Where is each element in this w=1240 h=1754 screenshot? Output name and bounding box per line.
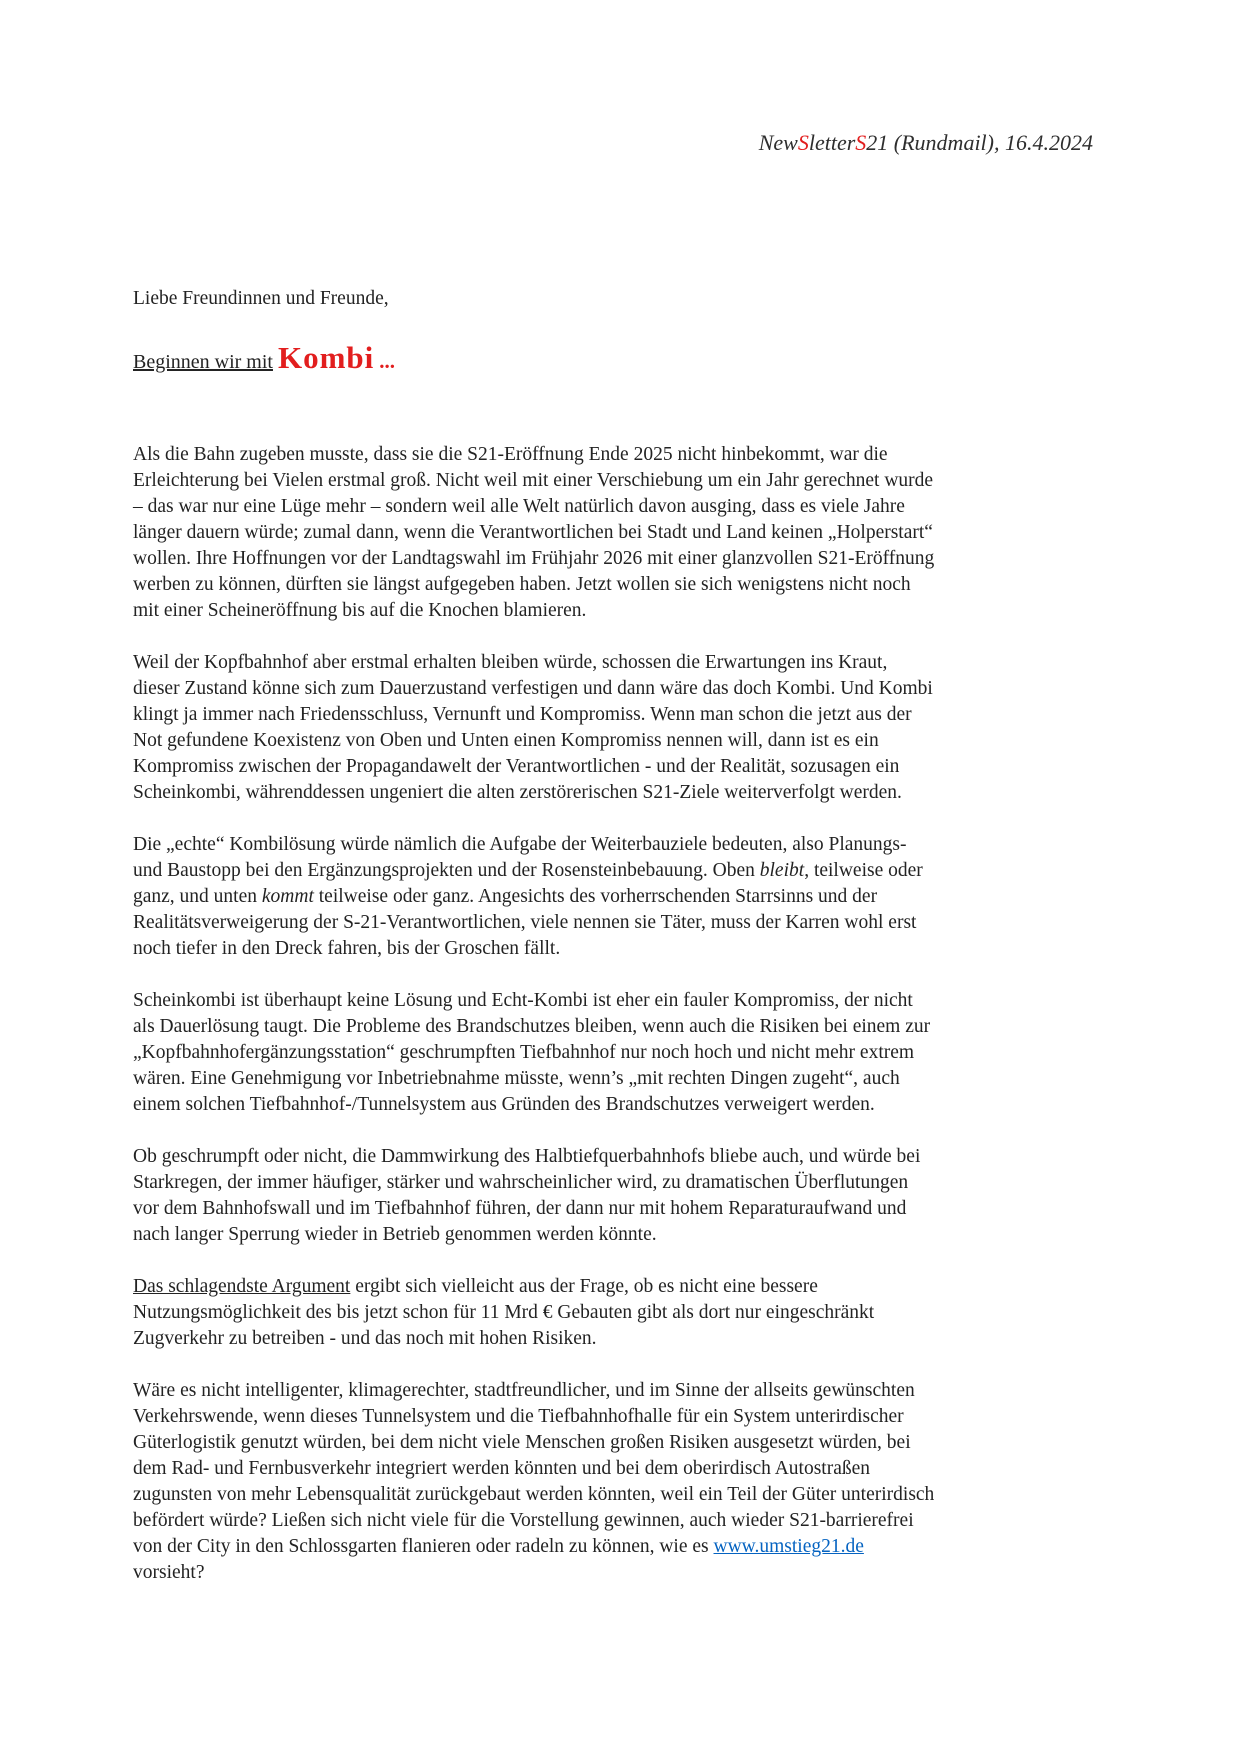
text-line [133,1092,1003,1118]
text-segment: befördert würde? Ließen sich nicht viele für die Vorstellung gewinnen, auch wieder S21-barrierefrei [133,1510,914,1531]
text-line [133,1326,1003,1352]
paragraph [133,988,1003,1118]
text-line [133,858,1003,884]
text-segment: einem solchen Tiefbahnhof-/Tunnelsystem aus Gründen des Brandschutzes verweigert werden. [133,1094,875,1115]
text-segment: von der City in den Schlossgarten flanieren oder radeln zu können, wie es [133,1536,714,1557]
kombi-highlight: Kombi [277,340,375,375]
text-line [133,520,1003,546]
text-segment: vor dem Bahnhofswall und im Tiefbahnhof führen, der dann nur mit hohem Reparaturaufwand und [133,1198,907,1219]
text-segment: und Baustopp bei den Ergänzungsprojekten und der Rosensteinbebauung. Oben [133,860,760,881]
text-line [133,832,1003,858]
text-line [133,598,1003,624]
text-line [133,780,1003,806]
text-segment: zugunsten von mehr Lebensqualität zurückgebaut werden könnten, weil ein Teil der Güter unterirdisch [133,1484,935,1505]
paragraph [133,1274,1003,1352]
text-segment: , teilweise oder [804,860,923,881]
text-segment: wären. Eine Genehmigung vor Inbetriebnahme müsste, wenn’s „mit rechten Dingen zugeht“, auch [133,1068,900,1089]
text-segment: Erleichterung bei Vielen erstmal groß. Nicht weil mit einer Verschiebung um ein Jahr gerechnet wurde [133,470,934,491]
text-line [133,1196,1003,1222]
text-line [133,676,1003,702]
text-segment: werben zu können, dürften sie längst aufgegeben haben. Jetzt wollen sie sich wenigstens nicht noch [133,574,911,595]
paragraph [133,650,1003,806]
paragraph [133,1378,1003,1586]
text-segment: dieser Zustand könne sich zum Dauerzustand verfestigen und dann wäre das doch Kombi. Und Kombi [133,678,933,699]
text-segment: Beginnen wir mit [133,351,273,373]
text-segment: Not gefundene Koexistenz von Oben und Unten einen Kompromiss nennen will, dann ist es ein [133,730,879,751]
text-segment: 21 (Rundmail), 16.4.2024 [866,130,1093,155]
text-segment: bleibt [759,860,805,881]
text-segment: Das schlagendste Argument [133,1276,351,1297]
letter-body [133,286,1003,1612]
text-segment: S [855,130,867,155]
text-line [133,468,1003,494]
text-line [133,1274,1003,1300]
text-line [133,1534,1003,1560]
text-segment: länger dauern würde; zumal dann, wenn die Verantwortlichen bei Stadt und Land keinen „Holperstart“ [133,522,933,543]
text-segment: Verkehrswende, wenn dieses Tunnelsystem und die Tiefbahnhofhalle für ein System unterirdischer [133,1406,904,1427]
text-segment: letter [808,130,856,155]
text-line [133,1430,1003,1456]
text-line [133,1456,1003,1482]
text-line [133,910,1003,936]
umstieg21-link[interactable]: www.umstieg21.de [713,1536,864,1557]
text-segment: Kompromiss zwischen der Propagandawelt der Verantwortlichen - und der Realität, sozusagen ein [133,756,900,777]
text-segment: S [797,130,809,155]
text-segment: noch tiefer in den Dreck fahren, bis der Groschen fällt. [133,938,561,959]
text-segment: kommt [261,886,314,907]
text-line [133,1300,1003,1326]
text-segment: Die „echte“ Kombilösung würde nämlich die Aufgabe der Weiterbauziele bedeuten, also Planungs- [133,834,907,855]
text-line [133,572,1003,598]
text-segment: ganz, und unten [133,886,262,907]
text-line [133,1066,1003,1092]
text-segment: ... [379,349,396,373]
text-segment: mit einer Scheineröffnung bis auf die Knochen blamieren. [133,600,587,621]
text-segment: Wäre es nicht intelligenter, klimagerechter, stadtfreundlicher, und im Sinne der allseits gewünschten [133,1380,915,1401]
text-segment: Güterlogistik genutzt würden, bei dem nicht viele Menschen großen Risiken ausgesetzt würden, bei [133,1432,911,1453]
text-line [133,754,1003,780]
text-segment: dem Rad- und Fernbusverkehr integriert werden könnten und bei dem oberirdisch Autostraßen [133,1458,871,1479]
paragraph [133,832,1003,962]
paragraph [133,1144,1003,1248]
text-line [133,702,1003,728]
text-line [133,650,1003,676]
text-segment: Scheinkombi, währenddessen ungeniert die alten zerstörerischen S21-Ziele weiterverfolgt werden. [133,782,902,803]
body-paragraphs [133,442,1003,1586]
text-line [133,1560,1003,1586]
text-segment: klingt ja immer nach Friedensschluss, Vernunft und Kompromiss. Wenn man schon die jetzt aus der [133,704,912,725]
text-line [133,1040,1003,1066]
text-line [133,936,1003,962]
text-line [133,884,1003,910]
text-segment: Ob geschrumpft oder nicht, die Dammwirkung des Halbtiefquerbahnhofs bliebe auch, und würde bei [133,1146,921,1167]
text-line [133,1014,1003,1040]
greeting-line: Liebe Freundinnen und Freunde, [133,288,389,309]
text-segment: teilweise oder ganz. Angesichts des vorherrschenden Starrsinns und der [313,886,878,907]
text-segment: Weil der Kopfbahnhof aber erstmal erhalten bleiben würde, schossen die Erwartungen ins Kraut, [133,652,888,673]
text-segment: New [758,130,798,155]
text-line [133,1404,1003,1430]
text-segment: nach langer Sperrung wieder in Betrieb genommen werden könnte. [133,1224,657,1245]
text-line [133,988,1003,1014]
text-line [133,1378,1003,1404]
newsletter-title [759,130,1093,156]
text-line [133,728,1003,754]
section-heading [133,338,1003,382]
text-segment: Zugverkehr zu betreiben - und das noch mit hohen Risiken. [133,1328,597,1349]
text-line [133,1144,1003,1170]
text-segment: vorsieht? [133,1562,205,1583]
text-segment: ergibt sich vielleicht aus der Frage, ob es nicht eine bessere [350,1276,818,1297]
text-line [133,494,1003,520]
text-segment: „Kopfbahnhofergänzungsstation“ geschrumpften Tiefbahnhof nur noch hoch und nicht mehr extrem [133,1042,915,1063]
text-line [133,1170,1003,1196]
text-line [133,546,1003,572]
text-segment: Als die Bahn zugeben musste, dass sie die S21-Eröffnung Ende 2025 nicht hinbekommt, war die [133,444,888,465]
text-segment: als Dauerlösung taugt. Die Probleme des Brandschutzes bleiben, wenn auch die Risiken bei einem zur [133,1016,931,1037]
text-segment: Scheinkombi ist überhaupt keine Lösung und Echt-Kombi ist eher ein fauler Kompromiss, der nicht [133,990,913,1011]
text-line [133,1508,1003,1534]
text-segment: wollen. Ihre Hoffnungen vor der Landtagswahl im Frühjahr 2026 mit einer glanzvollen S21-Eröffnung [133,548,935,569]
text-segment: Realitätsverweigerung der S-21-Verantwortlichen, viele nennen sie Täter, muss der Karren wohl erst [133,912,917,933]
text-line [133,1222,1003,1248]
text-line [133,442,1003,468]
text-segment: Nutzungsmöglichkeit des bis jetzt schon für 11 Mrd € Gebauten gibt als dort nur eingeschränkt [133,1302,875,1323]
text-segment: Starkregen, der immer häufiger, stärker und wahrscheinlicher wird, zu dramatischen Überflutungen [133,1172,909,1193]
text-line [133,1482,1003,1508]
text-segment: – das war nur eine Lüge mehr – sondern weil alle Welt natürlich davon ausging, dass es viele Jahre [133,496,905,517]
paragraph [133,442,1003,624]
